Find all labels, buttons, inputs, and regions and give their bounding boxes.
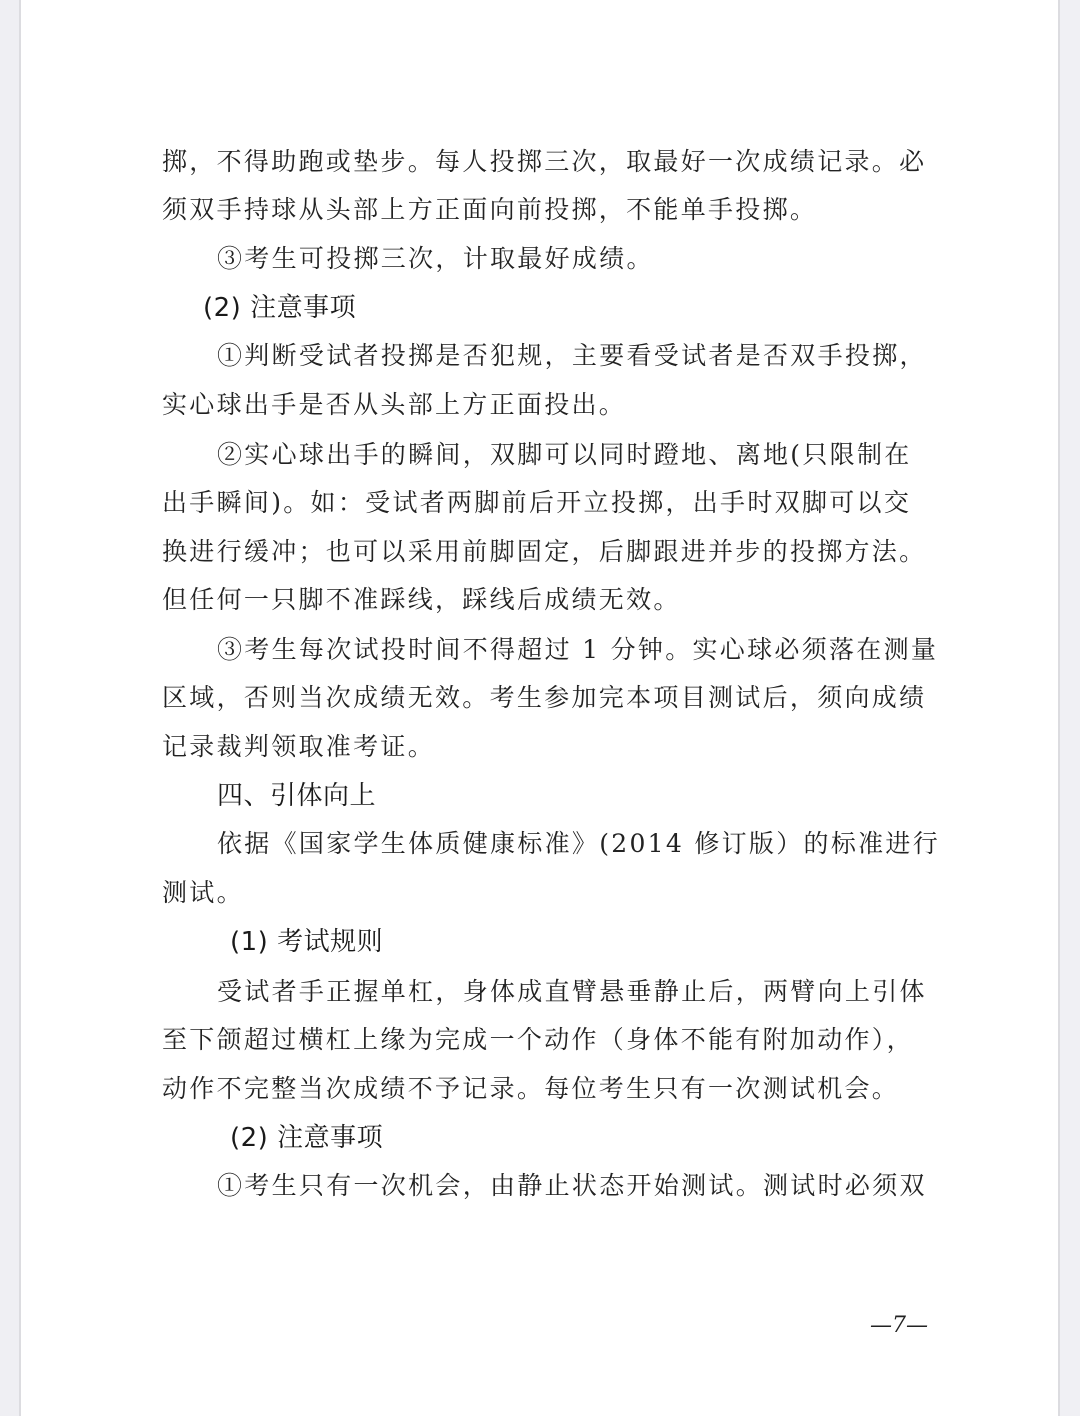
body-line: 掷，不得助跑或垫步。每人投掷三次，取最好一次成绩记录。必 (162, 147, 927, 176)
body-line: 动作不完整当次成绩不予记录。每位考生只有一次测试机会。 (162, 1074, 900, 1103)
right-scrollbar-strip[interactable] (1058, 0, 1080, 1416)
body-line: 记录裁判领取准考证。 (162, 732, 436, 761)
body-line: 实心球出手是否从头部上方正面投出。 (162, 390, 627, 419)
body-line: 出手瞬间)。如：受试者两脚前后开立投掷，出手时双脚可以交 (162, 488, 912, 517)
body-line: 但任何一只脚不准踩线，踩线后成绩无效。 (162, 585, 681, 614)
section-heading: (1) 考试规则 (230, 927, 384, 957)
left-margin-strip (0, 0, 21, 1416)
section-heading: (2) 注意事项 (203, 293, 357, 323)
body-line: 须双手持球从头部上方正面向前投掷，不能单手投掷。 (162, 195, 818, 224)
page-number: —7— (870, 1313, 928, 1338)
body-line: 至下颌超过横杠上缘为完成一个动作（身体不能有附加动作）， (162, 1025, 914, 1054)
body-line: 受试者手正握单杠，身体成直臂悬垂静止后，两臂向上引体 (217, 977, 927, 1006)
list-item: ①判断受试者投掷是否犯规，主要看受试者是否双手投掷， (217, 341, 927, 370)
body-line: 区域，否则当次成绩无效。考生参加完本项目测试后，须向成绩 (162, 683, 927, 712)
list-item: ②实心球出手的瞬间，双脚可以同时蹬地、离地(只限制在 (217, 440, 912, 469)
body-line: 依据《国家学生体质健康标准》(2014 修订版）的标准进行 (217, 829, 941, 858)
section-heading: 四、引体向上 (217, 781, 377, 811)
list-item: ①考生只有一次机会，由静止状态开始测试。测试时必须双 (217, 1171, 927, 1200)
list-item: ③考生可投掷三次，计取最好成绩。 (217, 244, 654, 273)
body-line: 测试。 (162, 878, 244, 907)
list-item: ③考生每次试投时间不得超过 1 分钟。实心球必须落在测量 (217, 635, 939, 664)
body-line: 换进行缓冲；也可以采用前脚固定，后脚跟进并步的投掷方法。 (162, 537, 927, 566)
section-heading: (2) 注意事项 (230, 1123, 384, 1153)
